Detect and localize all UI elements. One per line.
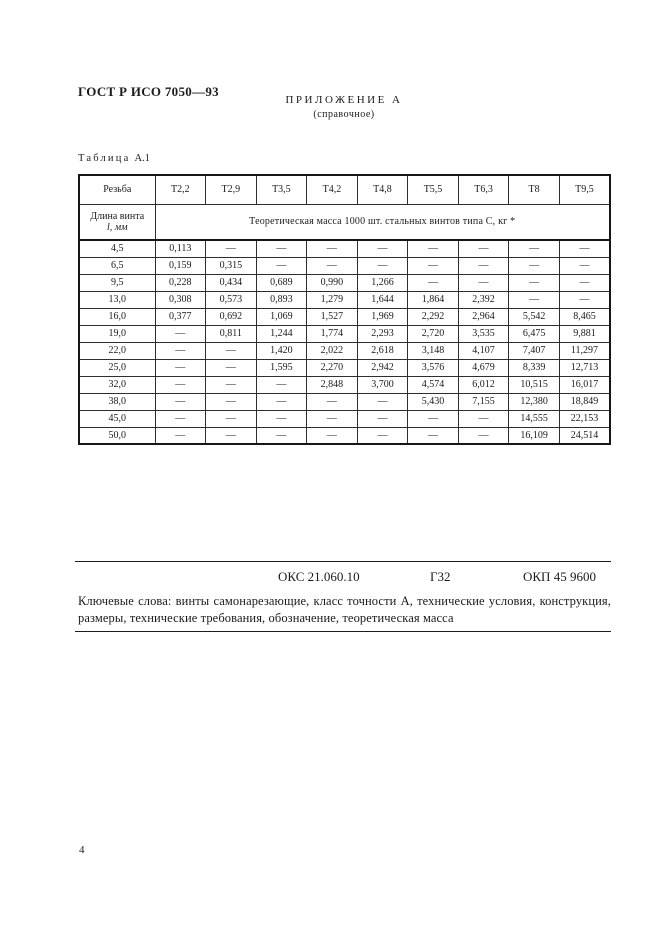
table-row xyxy=(79,427,610,444)
value-cell: — xyxy=(357,427,408,444)
table-caption-number: А.1 xyxy=(134,153,150,164)
value-cell: 1,266 xyxy=(357,274,408,291)
keywords-text: Ключевые слова: винты самонарезающие, класс точности А, технические условия, конструкция, размеры, технические требования, обозначение, теоретическая масса xyxy=(78,594,611,625)
value-cell: 3,148 xyxy=(408,342,459,359)
value-cell: — xyxy=(206,359,257,376)
value-cell: 0,113 xyxy=(155,240,206,257)
mass-table xyxy=(78,174,611,445)
value-cell: 3,700 xyxy=(357,376,408,393)
codes-row xyxy=(78,569,610,586)
value-cell: — xyxy=(206,410,257,427)
length-cell: 22,0 xyxy=(79,342,155,359)
length-cell: 4,5 xyxy=(79,240,155,257)
value-cell: 1,774 xyxy=(307,325,358,342)
length-cell: 16,0 xyxy=(79,308,155,325)
value-cell: 7,407 xyxy=(509,342,560,359)
doc-number: ГОСТ Р ИСО 7050—93 xyxy=(78,84,219,99)
value-cell: — xyxy=(458,240,509,257)
value-cell: 0,377 xyxy=(155,308,206,325)
value-cell: — xyxy=(357,257,408,274)
table-row xyxy=(79,274,610,291)
value-cell: — xyxy=(307,410,358,427)
value-cell: 9,881 xyxy=(559,325,610,342)
table-caption-label: Таблица xyxy=(78,153,131,164)
value-cell: 2,618 xyxy=(357,342,408,359)
value-cell: — xyxy=(408,427,459,444)
table-row xyxy=(79,393,610,410)
value-cell: 2,720 xyxy=(408,325,459,342)
value-cell: — xyxy=(155,393,206,410)
value-cell: 1,244 xyxy=(256,325,307,342)
table-row xyxy=(79,410,610,427)
value-cell: 22,153 xyxy=(559,410,610,427)
table-row xyxy=(79,376,610,393)
value-cell: 2,392 xyxy=(458,291,509,308)
value-cell: — xyxy=(408,257,459,274)
value-cell: — xyxy=(155,376,206,393)
value-cell: — xyxy=(206,427,257,444)
length-cell: 50,0 xyxy=(79,427,155,444)
value-cell: — xyxy=(155,410,206,427)
value-cell: — xyxy=(155,359,206,376)
value-cell: 4,574 xyxy=(408,376,459,393)
value-cell: — xyxy=(155,342,206,359)
value-cell: — xyxy=(559,240,610,257)
value-cell: — xyxy=(256,376,307,393)
value-cell: 0,689 xyxy=(256,274,307,291)
length-cell: 6,5 xyxy=(79,257,155,274)
thread-column-header: Т5,5 xyxy=(408,175,459,204)
length-cell: 32,0 xyxy=(79,376,155,393)
value-cell: — xyxy=(206,393,257,410)
length-cell: 13,0 xyxy=(79,291,155,308)
value-cell: — xyxy=(509,291,560,308)
value-cell: 2,292 xyxy=(408,308,459,325)
thread-column-header: Т3,5 xyxy=(256,175,307,204)
value-cell: 12,713 xyxy=(559,359,610,376)
value-cell: — xyxy=(256,393,307,410)
value-cell: 7,155 xyxy=(458,393,509,410)
sub-header-row xyxy=(79,204,610,240)
length-cell: 19,0 xyxy=(79,325,155,342)
length-header-line1: Длина винта xyxy=(90,210,145,222)
value-cell: — xyxy=(408,274,459,291)
value-cell: 2,942 xyxy=(357,359,408,376)
value-cell: — xyxy=(357,240,408,257)
value-cell: 1,864 xyxy=(408,291,459,308)
value-cell: 2,964 xyxy=(458,308,509,325)
value-cell: 5,430 xyxy=(408,393,459,410)
oks-code: ОКС 21.060.10 xyxy=(278,569,360,584)
value-cell: 2,848 xyxy=(307,376,358,393)
value-cell: — xyxy=(509,257,560,274)
length-cell: 25,0 xyxy=(79,359,155,376)
value-cell: 6,012 xyxy=(458,376,509,393)
value-cell: 2,270 xyxy=(307,359,358,376)
value-cell: — xyxy=(559,257,610,274)
value-cell: — xyxy=(458,410,509,427)
value-cell: — xyxy=(509,274,560,291)
value-cell: 1,969 xyxy=(357,308,408,325)
value-cell: 11,297 xyxy=(559,342,610,359)
value-cell: 18,849 xyxy=(559,393,610,410)
value-cell: 12,380 xyxy=(509,393,560,410)
value-cell: — xyxy=(559,274,610,291)
value-cell: 5,542 xyxy=(509,308,560,325)
value-cell: 1,595 xyxy=(256,359,307,376)
value-cell: — xyxy=(155,427,206,444)
value-cell: 16,017 xyxy=(559,376,610,393)
thread-column-header: Т2,2 xyxy=(155,175,206,204)
value-cell: — xyxy=(307,393,358,410)
page-number: 4 xyxy=(79,844,85,856)
value-cell: — xyxy=(256,410,307,427)
appendix-title: ПРИЛОЖЕНИЕ А xyxy=(285,94,403,106)
table-row xyxy=(79,342,610,359)
value-cell: — xyxy=(458,274,509,291)
value-cell: — xyxy=(256,257,307,274)
thread-header-row xyxy=(79,175,610,204)
table-caption xyxy=(78,153,150,164)
value-cell: 3,535 xyxy=(458,325,509,342)
value-cell: — xyxy=(509,240,560,257)
value-cell: — xyxy=(307,257,358,274)
value-cell: 0,434 xyxy=(206,274,257,291)
value-cell: 24,514 xyxy=(559,427,610,444)
value-cell: 16,109 xyxy=(509,427,560,444)
divider-rule-top xyxy=(75,561,611,562)
value-cell: 8,465 xyxy=(559,308,610,325)
value-cell: 1,420 xyxy=(256,342,307,359)
value-cell: — xyxy=(206,376,257,393)
value-cell: 3,576 xyxy=(408,359,459,376)
table-row xyxy=(79,257,610,274)
value-cell: 2,022 xyxy=(307,342,358,359)
value-cell: 0,308 xyxy=(155,291,206,308)
value-cell: 1,069 xyxy=(256,308,307,325)
appendix-subtitle: (справочное) xyxy=(313,109,375,120)
value-cell: — xyxy=(206,342,257,359)
table-row xyxy=(79,291,610,308)
table-row xyxy=(79,325,610,342)
value-cell: — xyxy=(458,257,509,274)
table-row xyxy=(79,308,610,325)
value-cell: 0,228 xyxy=(155,274,206,291)
value-cell: 0,159 xyxy=(155,257,206,274)
table-row xyxy=(79,359,610,376)
value-cell: — xyxy=(206,240,257,257)
corner-header: Резьба xyxy=(79,175,155,204)
value-cell: — xyxy=(256,427,307,444)
okp-code: ОКП 45 9600 xyxy=(523,569,596,584)
value-cell: 14,555 xyxy=(509,410,560,427)
value-cell: — xyxy=(357,393,408,410)
thread-column-header: Т4,8 xyxy=(357,175,408,204)
thread-column-header: Т9,5 xyxy=(559,175,610,204)
mass-header: Теоретическая масса 1000 шт. стальных винтов типа С, кг * xyxy=(155,204,610,240)
value-cell: 0,811 xyxy=(206,325,257,342)
thread-column-header: Т4,2 xyxy=(307,175,358,204)
value-cell: — xyxy=(155,325,206,342)
divider-rule-bottom xyxy=(75,631,611,632)
thread-column-header: Т8 xyxy=(509,175,560,204)
length-header xyxy=(79,204,155,240)
thread-column-header: Т2,9 xyxy=(206,175,257,204)
value-cell: — xyxy=(408,410,459,427)
value-cell: — xyxy=(307,427,358,444)
value-cell: — xyxy=(357,410,408,427)
length-cell: 45,0 xyxy=(79,410,155,427)
value-cell: — xyxy=(408,240,459,257)
value-cell: — xyxy=(256,240,307,257)
value-cell: 10,515 xyxy=(509,376,560,393)
length-header-line2: l, мм xyxy=(106,221,128,233)
value-cell: — xyxy=(307,240,358,257)
table-row xyxy=(79,240,610,257)
value-cell: 4,107 xyxy=(458,342,509,359)
value-cell: 6,475 xyxy=(509,325,560,342)
appendix-block xyxy=(78,94,610,120)
class-code: Г32 xyxy=(430,569,451,584)
value-cell: 0,573 xyxy=(206,291,257,308)
thread-column-header: Т6,3 xyxy=(458,175,509,204)
length-cell: 9,5 xyxy=(79,274,155,291)
value-cell: 0,990 xyxy=(307,274,358,291)
value-cell: 0,315 xyxy=(206,257,257,274)
value-cell: 4,679 xyxy=(458,359,509,376)
value-cell: 1,527 xyxy=(307,308,358,325)
value-cell: 8,339 xyxy=(509,359,560,376)
value-cell: 0,893 xyxy=(256,291,307,308)
value-cell: 0,692 xyxy=(206,308,257,325)
value-cell: — xyxy=(559,291,610,308)
value-cell: — xyxy=(458,427,509,444)
value-cell: 1,279 xyxy=(307,291,358,308)
value-cell: 2,293 xyxy=(357,325,408,342)
length-cell: 38,0 xyxy=(79,393,155,410)
value-cell: 1,644 xyxy=(357,291,408,308)
